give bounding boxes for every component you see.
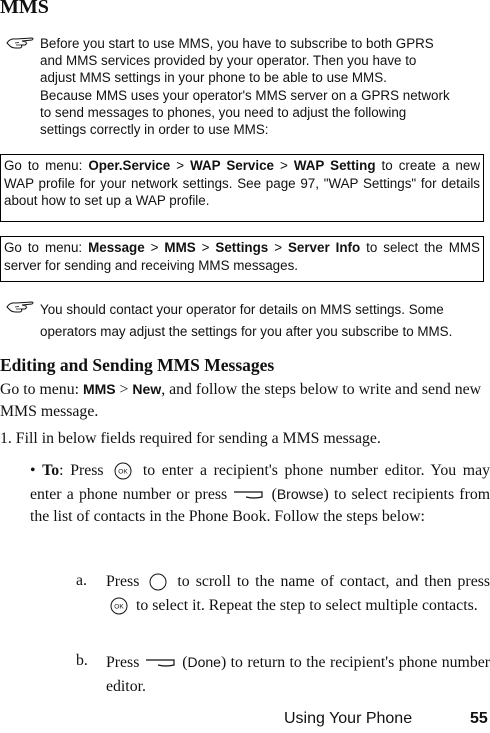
ok-key-icon	[106, 597, 132, 615]
footer-section-title: Using Your Phone	[284, 710, 413, 727]
intro-text: , and follow the steps below to write and send new MMS message.	[0, 381, 482, 420]
sub-b-label: b.	[76, 652, 88, 669]
ok-key-icon	[110, 462, 136, 480]
intro-paragraph	[0, 378, 490, 423]
sub-a-text: to select it. Repeat the step to select multiple contacts.	[135, 597, 478, 614]
to-field-item: • To: Press OK to enter a recipient's phone number editor. You may enter a phone number or press (Browse) to select recipients from the list of contacts in the Phone Book. Follow the steps below:	[30, 462, 490, 525]
to-text: to select recipients from the list of contacts in the Phone Book. Follow the steps below:	[30, 485, 490, 525]
note1-line: to send messages to phones, you need to adjust the following	[40, 104, 407, 120]
to-text: : Press	[59, 462, 104, 479]
note1-line: Because MMS uses your operator's MMS server on a GPRS network	[40, 87, 450, 103]
sub-step-a	[106, 570, 490, 618]
server-info-instruction-box	[0, 236, 484, 282]
svg-text:OK: OK	[118, 468, 128, 476]
section-heading: Editing and Sending MMS Messages	[0, 355, 275, 375]
intro-prefix: Go to menu:	[0, 381, 83, 398]
note-operator-settings	[40, 299, 488, 343]
wap-setting-instruction-box	[0, 154, 484, 222]
menu-mms: MMS	[164, 240, 196, 255]
menu-new: New	[132, 381, 162, 397]
menu-separator: >	[195, 240, 216, 255]
softkey-browse: Browse	[276, 485, 324, 502]
footer-page-number: 55	[470, 710, 488, 727]
menu-message: Message	[88, 240, 145, 255]
hand-pointer-icon	[6, 34, 36, 52]
menu-separator: >	[144, 240, 165, 255]
box2-prefix: Go to menu:	[4, 240, 89, 255]
bullet: •	[30, 462, 36, 479]
note1-line: adjust MMS settings in your phone to be able to use MMS.	[40, 70, 387, 86]
note1-line: settings correctly in order to use MMS:	[40, 122, 269, 138]
svg-text:OK: OK	[114, 603, 124, 611]
box1-prefix: Go to menu:	[4, 158, 89, 173]
menu-mms: MMS	[82, 381, 116, 397]
to-label: To	[42, 462, 60, 479]
sub-a-text: Press	[106, 573, 140, 590]
step-1: 1. Fill in below fields required for sending a MMS message.	[0, 430, 381, 447]
menu-wap-service: WAP Service	[190, 158, 274, 173]
menu-oper-service: Oper.Service	[88, 158, 171, 173]
sub-a-text: to scroll to the name of contact, and then press	[177, 573, 490, 590]
left-softkey-icon	[144, 656, 178, 670]
sub-a-label: a.	[76, 572, 87, 589]
menu-separator: >	[274, 158, 294, 173]
menu-server-info: Server Info	[287, 240, 361, 255]
note1-line: and MMS services provided by your operator. Then you have to	[40, 53, 417, 69]
box2-text: to select the MMS server for sending and receiving MMS messages.	[4, 240, 480, 273]
note1-line: Before you start to use MMS, you have to subscribe to both GPRS	[40, 36, 434, 51]
hand-pointer-icon	[6, 298, 36, 316]
left-softkey-icon	[232, 488, 266, 502]
softkey-done: Done	[187, 654, 221, 670]
sub-b-text: to return to the recipient's phone number editor.	[106, 654, 490, 695]
to-text: to enter a recipient's phone number editor. You may enter a phone number or press	[30, 462, 490, 503]
sub-step-b: Press (Done) to return to the recipient's phone number editor.	[106, 654, 490, 695]
sub-b-text: Press	[106, 654, 140, 671]
menu-separator: >	[268, 240, 288, 255]
note2-line: You should contact your operator for details on MMS settings. Some	[40, 302, 444, 317]
nav-key-icon	[145, 573, 171, 591]
menu-wap-setting: WAP Setting	[293, 158, 376, 173]
box1-text: to create a new WAP profile for your network settings. See page 97, "WAP Settings" for details about how to set up a WAP profile.	[4, 158, 480, 208]
note-mms-subscription	[40, 35, 487, 138]
page-title: MMS	[0, 0, 49, 18]
note2-line: operators may adjust the settings for you after you subscribe to MMS.	[40, 324, 453, 339]
menu-separator: >	[115, 381, 133, 398]
menu-separator: >	[170, 158, 191, 173]
menu-settings: Settings	[215, 240, 269, 255]
